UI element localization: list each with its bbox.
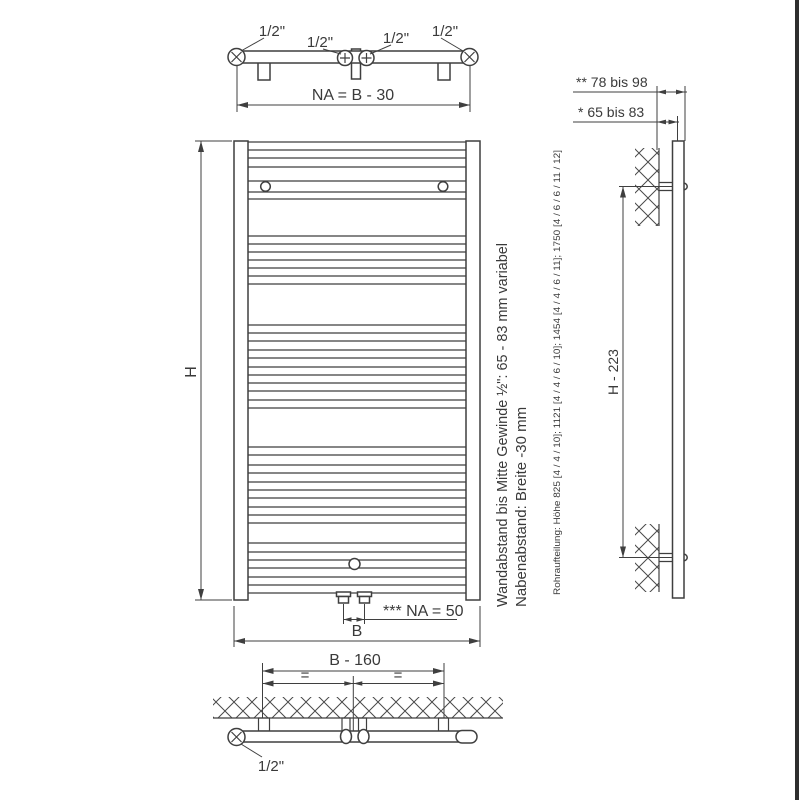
width-dim-label: B [351, 623, 363, 640]
wall-distance-outer-label: ** 78 bis 98 [576, 74, 648, 90]
leader-line [241, 744, 262, 757]
manifold-tube [240, 731, 467, 742]
wall-distance-note-line1: Wandabstand bis Mitte Gewinde ½": 65 - 83 mm variabel [494, 228, 511, 607]
dim-arrow-icon [344, 681, 353, 686]
connection-size-label: 1/2" [382, 30, 410, 47]
dim-arrow-icon [353, 681, 362, 686]
bottom-fitting-icon [337, 592, 351, 603]
bracket-distance-label: H - 223 [605, 349, 621, 395]
bottom-view [213, 652, 503, 775]
dim-arrow-icon [676, 90, 685, 95]
connection-size-label: 1/2" [257, 758, 285, 775]
valve-icon [358, 730, 369, 744]
valve-icon [461, 49, 478, 66]
hub-distance-dim-label: NA = B - 30 [311, 87, 395, 104]
connection-size-label: 1/2" [258, 23, 286, 40]
valve-icon [338, 51, 353, 66]
bracket-span-dim-label: B - 160 [329, 652, 381, 669]
valve-icon [228, 49, 245, 66]
wall-bracket [439, 718, 449, 731]
left-collector [234, 141, 248, 600]
bottom-fitting-icon [358, 592, 372, 603]
side-view [573, 74, 687, 598]
equal-spacing-label: = [393, 667, 403, 684]
bottom-connection-dim-label: *** NA = 50 [383, 603, 464, 620]
wall-hatch [213, 697, 503, 718]
end-cap-icon [456, 731, 477, 744]
wall-distance-note-line2: Nabenabstand: Breite -30 mm [513, 406, 530, 607]
height-dim-label: H [183, 366, 200, 378]
dim-arrow-icon [657, 120, 666, 125]
equal-spacing-label: = [300, 667, 310, 684]
dim-arrow-icon [357, 617, 365, 621]
manifold-tube [240, 51, 467, 63]
wall-bracket [259, 718, 270, 731]
connection-size-label: 1/2" [306, 34, 334, 51]
right-collector [466, 141, 480, 600]
page-edge-border [795, 0, 799, 800]
radiator-profile [673, 141, 685, 598]
tube-rungs [248, 142, 466, 593]
vent-plug-icon [349, 559, 360, 570]
wall-distance-inner-label: * 65 bis 83 [578, 104, 645, 120]
mounting-hole-icon [438, 182, 448, 192]
valve-icon [341, 730, 352, 744]
dim-arrow-icon [669, 120, 678, 125]
mounting-hole-icon [261, 182, 271, 192]
top-view [228, 23, 478, 112]
front-view [183, 141, 480, 647]
tube-layout-note: Rohraufteilung: Höhe 825 [4 / 4 / 10]; 1121 [4 / 4 / 6 / 10]; 1454 [4 / 4 / 6 / 11]; 1750 [4 / 6 / 6 / 11 / 12] [552, 171, 563, 595]
valve-icon [228, 729, 245, 746]
dim-arrow-icon [344, 617, 352, 621]
annotation-notes [494, 150, 563, 607]
connection-size-label: 1/2" [431, 23, 459, 40]
dim-arrow-icon [657, 90, 666, 95]
